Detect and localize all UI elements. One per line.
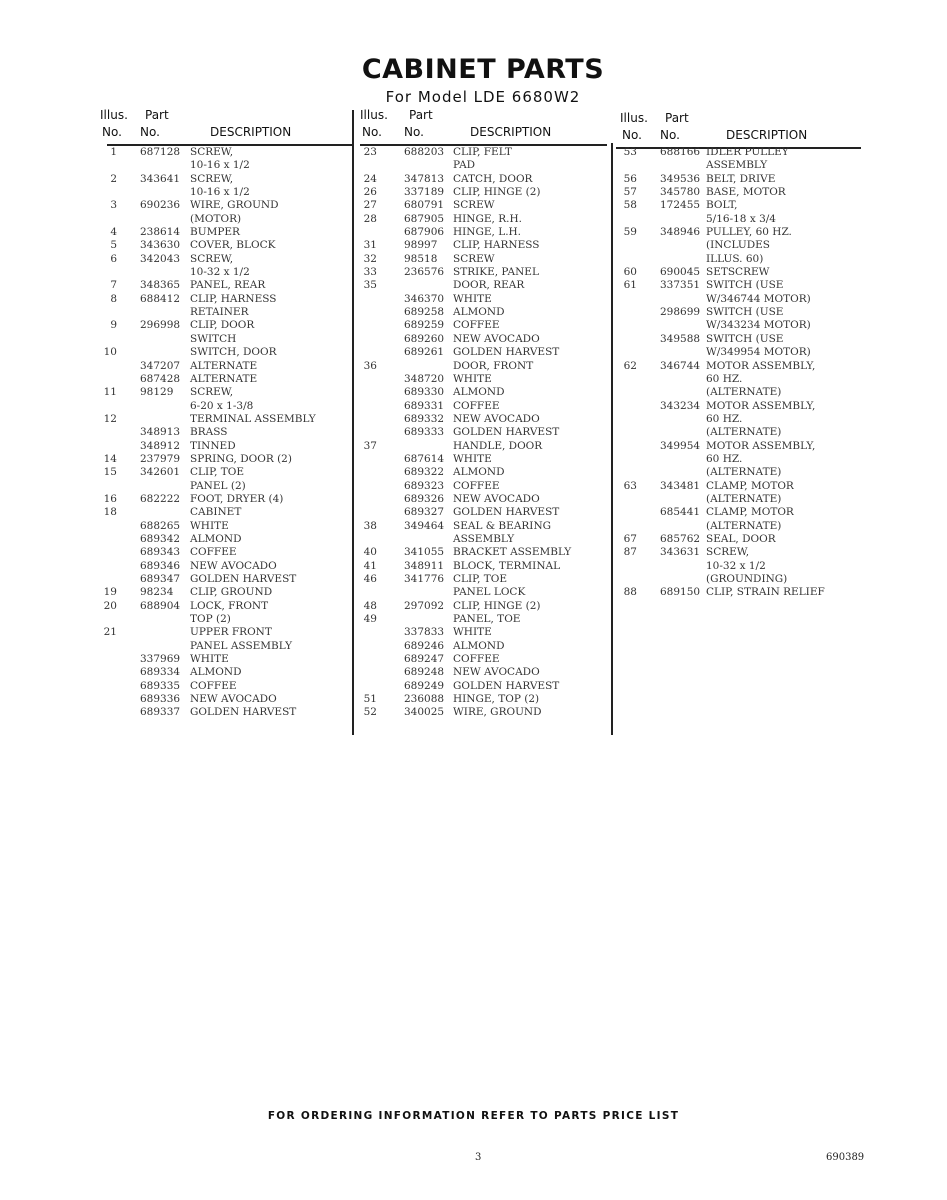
part-description: RETAINER: [190, 306, 249, 319]
illus-number: 24: [363, 172, 377, 185]
part-description: GOLDEN HARVEST: [190, 706, 297, 719]
part-description: ALMOND: [453, 386, 505, 399]
part-description: W/346744 MOTOR): [706, 292, 811, 305]
illus-no-header: No.: [622, 128, 642, 142]
part-no-header: No.: [404, 125, 424, 139]
part-number: 687128: [140, 146, 181, 158]
part-number: 349588: [660, 332, 701, 345]
part-number: 341776: [404, 573, 445, 585]
part-description: BLOCK, TERMINAL: [453, 559, 561, 572]
part-description: COFFEE: [190, 546, 237, 559]
part-number: 343641: [140, 172, 181, 185]
illus-number: 48: [363, 599, 377, 612]
part-number: 348720: [404, 372, 445, 385]
part-description: SCREW,: [190, 146, 234, 158]
part-number: 688412: [140, 292, 181, 305]
part-description: 10-16 x 1/2: [190, 186, 250, 199]
part-number: 349464: [404, 519, 445, 532]
part-description: 10-16 x 1/2: [190, 159, 250, 172]
description-header: DESCRIPTION: [470, 125, 552, 139]
part-description: SCREW,: [190, 252, 234, 265]
part-number: 687905: [404, 212, 445, 225]
illus-number: 37: [363, 439, 377, 452]
illus-number: 8: [110, 292, 117, 305]
part-number: 689332: [404, 412, 445, 425]
illus-number: 5: [110, 239, 117, 252]
part-description: CLIP, HARNESS: [190, 292, 277, 305]
part-description: 6-20 x 1-3/8: [190, 399, 254, 412]
part-number: 689323: [404, 479, 445, 492]
part-number: 348911: [404, 559, 445, 572]
part-description: (ALTERNATE): [706, 466, 782, 479]
part-description: SPRING, DOOR (2): [190, 452, 292, 465]
part-number: 688166: [660, 146, 701, 158]
part-number: 689322: [404, 466, 445, 479]
part-number: 349954: [660, 439, 701, 452]
part-description: PULLEY, 60 HZ.: [706, 226, 792, 239]
part-number: 690045: [660, 266, 701, 279]
part-description: ALTERNATE: [190, 372, 258, 385]
part-description: SWITCH (USE: [706, 279, 784, 292]
part-description: SWITCH, DOOR: [190, 346, 277, 359]
part-description: ALMOND: [190, 666, 242, 679]
illus-number: 41: [363, 559, 377, 572]
part-description: SWITCH (USE: [706, 332, 784, 345]
part-number: 689260: [404, 332, 445, 345]
part-description: W/343234 MOTOR): [706, 319, 811, 332]
illus-number: 59: [623, 226, 637, 239]
part-number: 337969: [140, 653, 181, 666]
part-description: ALMOND: [453, 466, 505, 479]
part-description: ALMOND: [453, 306, 505, 319]
illus-number: 38: [363, 519, 377, 532]
part-number: 236576: [404, 266, 445, 279]
part-description: BRACKET ASSEMBLY: [453, 546, 572, 559]
illus-number: 1: [110, 146, 117, 158]
part-number: 689246: [404, 639, 445, 652]
part-description: MOTOR ASSEMBLY,: [706, 359, 816, 372]
part-number: 689336: [140, 693, 181, 706]
part-description: COFFEE: [453, 479, 500, 492]
part-number: 685441: [660, 506, 701, 519]
part-description: ILLUS. 60): [706, 252, 764, 265]
part-description: 10-32 x 1/2: [190, 266, 250, 279]
part-number: 340025: [404, 706, 445, 719]
part-no-header: No.: [140, 125, 160, 139]
part-description: NEW AVOCADO: [190, 559, 277, 572]
part-description: WIRE, GROUND: [190, 199, 279, 212]
illus-number: 14: [103, 452, 117, 465]
part-number: 689248: [404, 666, 445, 679]
part-number: 297092: [404, 599, 445, 612]
part-description: NEW AVOCADO: [453, 492, 540, 505]
part-description: TERMINAL ASSEMBLY: [190, 412, 316, 425]
part-description: PANEL LOCK: [453, 586, 526, 599]
document-number: 690389: [826, 1152, 865, 1163]
part-description: CLIP, FELT: [453, 146, 512, 158]
illus-number: 49: [363, 613, 377, 626]
part-number: 337351: [660, 279, 701, 292]
illus-number: 3: [110, 199, 117, 212]
illus-number: 40: [363, 546, 377, 559]
part-description: COFFEE: [453, 319, 500, 332]
part-description: HINGE, L.H.: [453, 226, 522, 239]
part-number: 237979: [140, 452, 181, 465]
part-description: 5/16-18 x 3/4: [706, 212, 776, 225]
part-number: 682222: [140, 492, 181, 505]
part-number: 296998: [140, 319, 181, 332]
part-number: 172455: [660, 199, 701, 212]
illus-number: 87: [623, 546, 637, 559]
part-description: MOTOR ASSEMBLY,: [706, 399, 816, 412]
part-description: HINGE, TOP (2): [453, 693, 540, 706]
part-number: 348913: [140, 426, 181, 439]
model-subtitle: For Model LDE 6680W2: [385, 88, 581, 106]
illus-number: 33: [363, 266, 377, 279]
part-description: PANEL ASSEMBLY: [190, 639, 292, 652]
part-number: 687428: [140, 372, 181, 385]
part-description: NEW AVOCADO: [453, 412, 540, 425]
part-number: 347207: [140, 359, 181, 372]
illus-number: 12: [103, 412, 117, 425]
illus-number: 10: [103, 346, 117, 359]
part-description: GOLDEN HARVEST: [453, 506, 560, 519]
part-number: 348912: [140, 439, 181, 452]
part-description: LOCK, FRONT: [190, 599, 269, 612]
part-description: IDLER PULLEY: [706, 146, 789, 158]
illus-number: 31: [363, 239, 377, 252]
part-description: CLIP, STRAIN RELIEF: [706, 586, 825, 599]
column-divider: [611, 143, 613, 735]
part-description: (GROUNDING): [706, 573, 788, 585]
part-number: 689343: [140, 546, 181, 559]
illus-number: 52: [363, 706, 377, 719]
part-number: 343631: [660, 546, 701, 559]
part-description: BRASS: [190, 426, 228, 439]
part-number: 98518: [404, 252, 438, 265]
part-description: CLAMP, MOTOR: [706, 506, 794, 519]
illus-number: 27: [363, 199, 377, 212]
part-description: NEW AVOCADO: [453, 332, 540, 345]
part-description: SETSCREW: [706, 266, 770, 279]
illus-number: 57: [623, 186, 637, 199]
part-description: COFFEE: [190, 679, 237, 692]
part-description: COFFEE: [453, 653, 500, 666]
part-description: 60 HZ.: [706, 372, 743, 385]
part-number: 689249: [404, 679, 445, 692]
part-number: 346370: [404, 292, 445, 305]
illus-number: 51: [363, 693, 377, 706]
part-description: HINGE, R.H.: [453, 212, 522, 225]
part-number: 689346: [140, 559, 181, 572]
part-description: CLIP, HINGE (2): [453, 599, 541, 612]
part-number: 98997: [404, 239, 438, 252]
part-number: 689331: [404, 399, 445, 412]
illus-number: 16: [103, 492, 117, 505]
part-description: SWITCH: [190, 332, 237, 345]
part-description: ALTERNATE: [190, 359, 258, 372]
illus-number: 32: [363, 252, 377, 265]
part-number: 680791: [404, 199, 445, 212]
illus-number: 18: [103, 506, 117, 519]
part-description: DOOR, FRONT: [453, 359, 534, 372]
illus-number: 60: [623, 266, 637, 279]
page-number: 3: [475, 1152, 482, 1163]
part-number: 98234: [140, 586, 174, 599]
illus-number: 6: [110, 252, 117, 265]
part-header: Part: [145, 108, 169, 122]
illus-number: 56: [623, 172, 637, 185]
part-description: CLIP, HARNESS: [453, 239, 540, 252]
part-number: 337189: [404, 186, 445, 199]
illus-number: 7: [110, 279, 117, 292]
illus-number: 62: [623, 359, 637, 372]
part-description: GOLDEN HARVEST: [453, 679, 560, 692]
illus-number: 63: [623, 479, 637, 492]
part-description: NEW AVOCADO: [453, 666, 540, 679]
part-number: 98129: [140, 386, 174, 399]
illus-number: 88: [623, 586, 637, 599]
part-number: 687614: [404, 452, 445, 465]
part-description: SCREW,: [190, 172, 234, 185]
part-number: 689327: [404, 506, 445, 519]
illus-number: 15: [103, 466, 117, 479]
part-number: 685762: [660, 532, 701, 545]
part-description: ASSEMBLY: [706, 159, 768, 172]
illus-number: 4: [110, 226, 117, 239]
part-description: MOTOR ASSEMBLY,: [706, 439, 816, 452]
part-number: 348946: [660, 226, 701, 239]
part-number: 689333: [404, 426, 445, 439]
part-description: WHITE: [190, 653, 229, 666]
part-number: 342601: [140, 466, 181, 479]
part-description: WHITE: [453, 372, 492, 385]
part-number: 346744: [660, 359, 701, 372]
part-description: (ALTERNATE): [706, 426, 782, 439]
illus-number: 61: [623, 279, 637, 292]
illus-number: 58: [623, 199, 637, 212]
part-number: 689334: [140, 666, 181, 679]
column-divider: [352, 110, 354, 735]
part-number: 343234: [660, 399, 701, 412]
part-description: HANDLE, DOOR: [453, 439, 543, 452]
part-header: Part: [409, 108, 433, 122]
part-header: Part: [665, 111, 689, 125]
part-description: COFFEE: [453, 399, 500, 412]
part-description: DOOR, REAR: [453, 279, 525, 292]
illus-no-header: No.: [102, 125, 122, 139]
part-description: SEAL & BEARING: [453, 519, 552, 532]
part-description: (ALTERNATE): [706, 492, 782, 505]
part-description: PANEL, REAR: [190, 279, 266, 292]
part-number: 688265: [140, 519, 181, 532]
part-description: ALMOND: [190, 532, 242, 545]
part-number: 690236: [140, 199, 181, 212]
part-description: BOLT,: [706, 199, 738, 212]
part-description: WHITE: [453, 626, 492, 639]
part-description: CLAMP, MOTOR: [706, 479, 794, 492]
part-description: CLIP, TOE: [453, 573, 508, 585]
part-description: CLIP, DOOR: [190, 319, 255, 332]
part-description: TOP (2): [190, 613, 231, 626]
illus-number: 36: [363, 359, 377, 372]
part-number: 238614: [140, 226, 181, 239]
part-description: WHITE: [453, 452, 492, 465]
part-number: 689342: [140, 532, 181, 545]
part-description: WIRE, GROUND: [453, 706, 542, 719]
part-number: 236088: [404, 693, 445, 706]
part-description: CABINET: [190, 506, 242, 519]
illus-number: 46: [363, 573, 377, 585]
illus-number: 20: [103, 599, 117, 612]
part-description: SWITCH (USE: [706, 306, 784, 319]
part-number: 689261: [404, 346, 445, 359]
part-description: BASE, MOTOR: [706, 186, 786, 199]
illus-number: 53: [623, 146, 637, 158]
part-description: ALMOND: [453, 639, 505, 652]
ordering-note: FOR ORDERING INFORMATION REFER TO PARTS PRICE LIST: [267, 1110, 680, 1122]
part-description: WHITE: [453, 292, 492, 305]
part-description: SCREW,: [706, 546, 750, 559]
part-description: PANEL (2): [190, 479, 246, 492]
part-description: COVER, BLOCK: [190, 239, 276, 252]
part-no-header: No.: [660, 128, 680, 142]
part-number: 689326: [404, 492, 445, 505]
description-header: DESCRIPTION: [726, 128, 808, 142]
part-number: 341055: [404, 546, 445, 559]
part-description: PANEL, TOE: [453, 613, 521, 626]
illus-number: 23: [363, 146, 377, 158]
part-number: 342043: [140, 252, 181, 265]
illus-number: 19: [103, 586, 117, 599]
description-header: DESCRIPTION: [210, 125, 292, 139]
illus-number: 67: [623, 532, 637, 545]
part-description: SEAL, DOOR: [706, 532, 776, 545]
illus-number: 11: [103, 386, 117, 399]
part-number: 689330: [404, 386, 445, 399]
part-description: PAD: [453, 159, 476, 172]
illus-number: 26: [363, 186, 377, 199]
illus-header: Illus.: [360, 108, 388, 122]
part-number: 688203: [404, 146, 445, 158]
part-description: (ALTERNATE): [706, 386, 782, 399]
part-number: 689259: [404, 319, 445, 332]
part-description: (ALTERNATE): [706, 519, 782, 532]
part-description: STRIKE, PANEL: [453, 266, 539, 279]
part-description: 60 HZ.: [706, 452, 743, 465]
part-description: GOLDEN HARVEST: [190, 573, 297, 585]
part-description: (INCLUDES: [706, 239, 770, 252]
part-description: UPPER FRONT: [190, 626, 272, 639]
part-number: 689347: [140, 573, 181, 585]
part-number: 689337: [140, 706, 181, 719]
part-number: 345780: [660, 186, 701, 199]
part-description: ASSEMBLY: [453, 532, 515, 545]
part-description: CATCH, DOOR: [453, 172, 533, 185]
part-description: GOLDEN HARVEST: [453, 346, 560, 359]
illus-number: 9: [110, 319, 117, 332]
part-number: 689335: [140, 679, 181, 692]
part-number: 348365: [140, 279, 181, 292]
page-title: CABINET PARTS: [361, 54, 605, 85]
part-number: 343481: [660, 479, 701, 492]
part-number: 347813: [404, 172, 445, 185]
part-number: 689150: [660, 586, 701, 599]
illus-header: Illus.: [100, 108, 128, 122]
part-number: 689247: [404, 653, 445, 666]
part-description: SCREW: [453, 252, 495, 265]
part-description: GOLDEN HARVEST: [453, 426, 560, 439]
part-description: FOOT, DRYER (4): [190, 492, 284, 505]
part-description: TINNED: [190, 439, 236, 452]
illus-number: 21: [103, 626, 117, 639]
part-number: 343630: [140, 239, 181, 252]
part-number: 298699: [660, 306, 701, 319]
illus-header: Illus.: [620, 111, 648, 125]
illus-number: 2: [110, 172, 117, 185]
part-description: CLIP, TOE: [190, 466, 245, 479]
part-description: CLIP, GROUND: [190, 586, 273, 599]
part-number: 349536: [660, 172, 701, 185]
part-description: SCREW,: [190, 386, 234, 399]
part-description: BELT, DRIVE: [706, 172, 776, 185]
illus-number: 35: [363, 279, 377, 292]
part-number: 689258: [404, 306, 445, 319]
part-number: 687906: [404, 226, 445, 239]
part-description: SCREW: [453, 199, 495, 212]
part-description: NEW AVOCADO: [190, 693, 277, 706]
part-description: 10-32 x 1/2: [706, 559, 766, 572]
part-description: BUMPER: [190, 226, 240, 239]
part-description: WHITE: [190, 519, 229, 532]
part-description: (MOTOR): [190, 212, 242, 225]
part-description: 60 HZ.: [706, 412, 743, 425]
illus-number: 28: [363, 212, 377, 225]
part-description: W/349954 MOTOR): [706, 346, 811, 359]
illus-no-header: No.: [362, 125, 382, 139]
part-description: CLIP, HINGE (2): [453, 186, 541, 199]
part-number: 337833: [404, 626, 445, 639]
part-number: 688904: [140, 599, 181, 612]
